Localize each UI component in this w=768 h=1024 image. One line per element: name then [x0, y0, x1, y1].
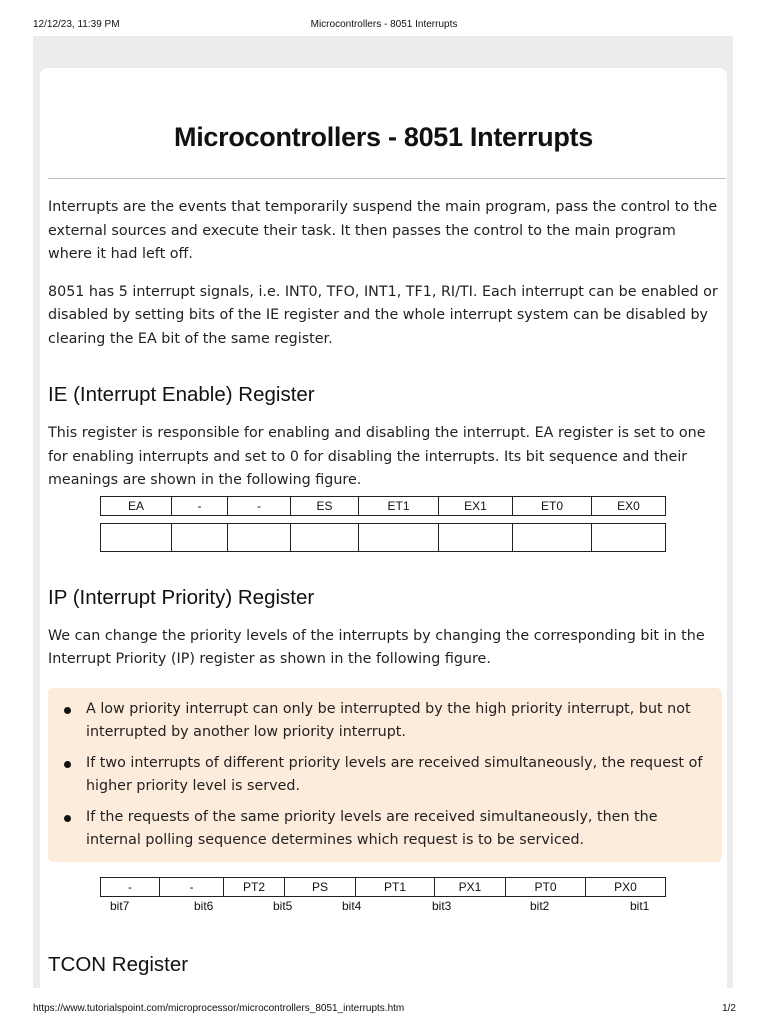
- table-cell: [228, 523, 291, 551]
- ie-register-paragraph: This register is responsible for enabling and disabling the interrupt. EA register is set to one for enabling interrupts and set to 0 for disabling the interrupts. Its bit sequence and their meanings are shown in the following figure.: [48, 425, 706, 488]
- intro-paragraph-2: 8051 has 5 interrupt signals, i.e. INT0, TFO, INT1, TF1, RI/TI. Each interrupt can be enabled or disabled by setting bits of the IE register and the whole interrupt system can be disabled by clearing the EA bit of the same register.: [48, 283, 718, 347]
- table-cell: [513, 523, 592, 551]
- ip-bit-cell: PT2: [224, 877, 285, 896]
- print-url: https://www.tutorialspoint.com/microprocessor/microcontrollers_8051_interrupts.htm: [33, 1003, 405, 1014]
- ip-bit-cell: PX0: [586, 877, 666, 896]
- list-item: [64, 806, 708, 852]
- ip-bit-cell: -: [160, 877, 224, 896]
- ie-bit-cell: ET1: [359, 496, 439, 515]
- ie-meaning-table: [100, 523, 666, 552]
- table-row: [101, 496, 666, 515]
- page-title: Microcontrollers - 8051 Interrupts: [174, 122, 593, 152]
- table-cell: [291, 523, 359, 551]
- priority-notes-list: [64, 698, 708, 852]
- ip-bit-cell: PT0: [506, 877, 586, 896]
- print-footer: [0, 994, 768, 1024]
- ie-bit-cell: ET0: [513, 496, 592, 515]
- tcon-register-heading: TCON Register: [48, 952, 189, 976]
- print-doc-title: Microcontrollers - 8051 Interrupts: [310, 19, 458, 30]
- table-cell: [439, 523, 513, 551]
- ip-bit-cell: -: [101, 877, 160, 896]
- bit-label: bit3: [432, 898, 452, 913]
- ie-bit-cell: ES: [291, 496, 359, 515]
- table-cell: [101, 523, 172, 551]
- bit-label: bit5: [273, 898, 293, 913]
- bit-label: bit4: [342, 898, 362, 913]
- bit-label: bit7: [110, 898, 130, 913]
- table-cell: [172, 523, 228, 551]
- table-cell: [359, 523, 439, 551]
- ie-bit-cell: EA: [101, 496, 172, 515]
- print-header: [0, 0, 768, 34]
- table-row: [101, 877, 666, 896]
- ip-register-heading: IP (Interrupt Priority) Register: [48, 585, 315, 609]
- list-item: [64, 698, 708, 744]
- bit-label: bit6: [194, 898, 214, 913]
- ie-register-heading: IE (Interrupt Enable) Register: [48, 383, 315, 406]
- ip-bit-cell: PS: [285, 877, 356, 896]
- ie-bit-cell: -: [172, 496, 228, 515]
- bullet-icon: [64, 707, 71, 714]
- list-item: [64, 752, 708, 798]
- print-datetime: 12/12/23, 11:39 PM: [33, 19, 120, 30]
- note-text: If two interrupts of different priority levels are received simultaneously, the request of higher priority level is served.: [86, 754, 703, 794]
- print-page-number: 1/2: [722, 1003, 736, 1014]
- ip-bit-cell: PX1: [435, 877, 506, 896]
- bullet-icon: [64, 815, 71, 822]
- intro-paragraph-1: Interrupts are the events that temporarily suspend the main program, pass the control to the external sources and execute their task. It then passes the control to the main program where it had left off.: [48, 199, 718, 262]
- note-text: A low priority interrupt can only be interrupted by the high priority interrupt, but not interrupted by another low priority interrupt.: [86, 700, 691, 740]
- ip-register-paragraph: We can change the priority levels of the interrupts by changing the corresponding bit in the Interrupt Priority (IP) register as shown in the following figure.: [48, 627, 705, 667]
- ie-bit-table: [100, 496, 666, 516]
- bit-label: bit2: [530, 898, 550, 913]
- priority-notes-box: [48, 688, 722, 862]
- table-cell: [592, 523, 666, 551]
- ie-register-figure: [100, 496, 665, 552]
- table-row: [101, 523, 666, 551]
- title-divider: [48, 178, 726, 179]
- ip-bit-table: [100, 877, 666, 897]
- ie-bit-cell: EX0: [592, 496, 666, 515]
- bit-label: bit1: [630, 898, 650, 913]
- ie-bit-cell: -: [228, 496, 291, 515]
- article-card: [40, 68, 727, 988]
- page-background: [33, 36, 733, 988]
- note-text: If the requests of the same priority levels are received simultaneously, then the internal polling sequence determines which request is to be serviced.: [86, 808, 658, 848]
- ip-bit-labels: [100, 897, 665, 915]
- ie-bit-cell: EX1: [439, 496, 513, 515]
- bullet-icon: [64, 761, 71, 768]
- article-content: [48, 196, 722, 977]
- ip-register-figure: [100, 877, 665, 915]
- ip-bit-cell: PT1: [356, 877, 435, 896]
